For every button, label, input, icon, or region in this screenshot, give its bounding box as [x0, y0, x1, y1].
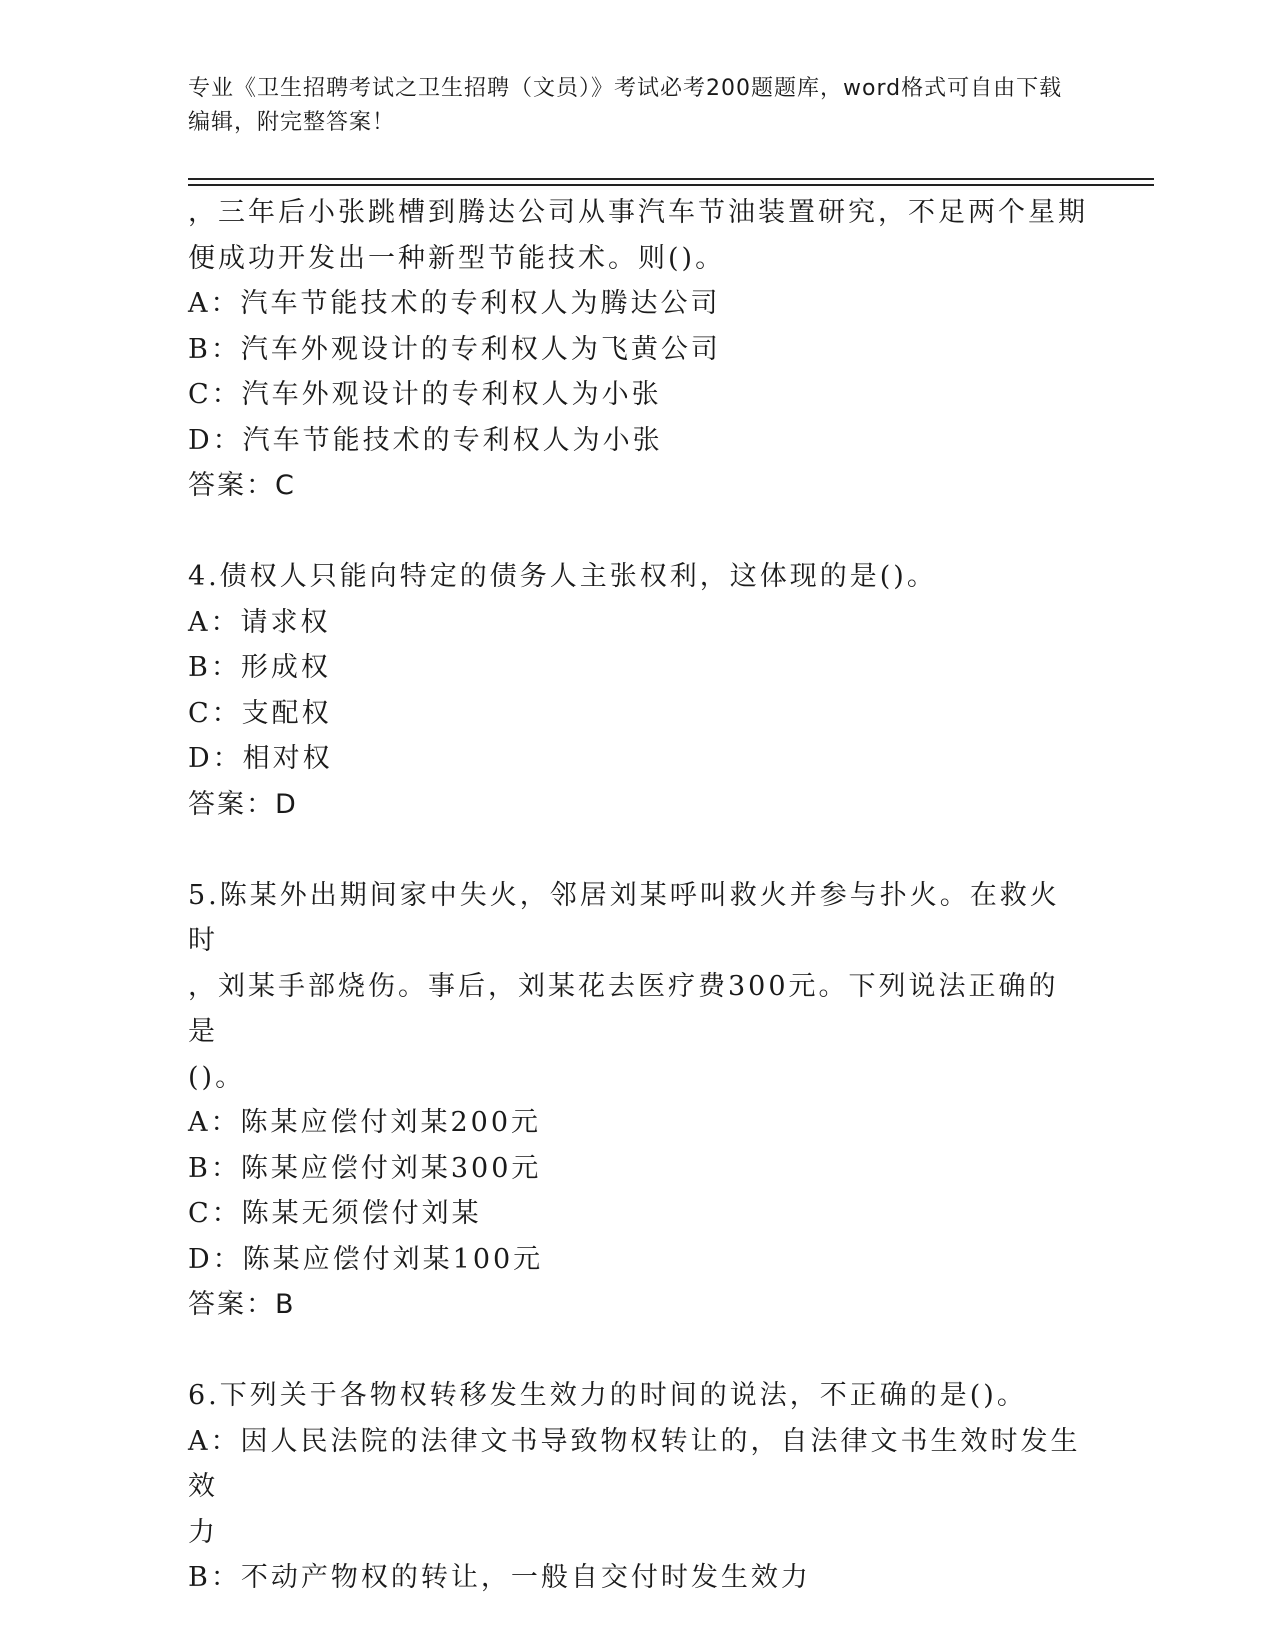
option-c: C：陈某无须偿付刘某 — [188, 1198, 482, 1229]
answer: 答案：C — [188, 470, 296, 501]
header-rule-bottom — [188, 184, 1154, 186]
header-rule-top — [188, 178, 1154, 180]
option-b: B：不动产物权的转让，一般自交付时发生效力 — [188, 1562, 811, 1593]
option-d: D：汽车节能技术的专利权人为小张 — [188, 424, 663, 456]
option-c: C：汽车外观设计的专利权人为小张 — [188, 379, 662, 410]
answer: 答案：D — [188, 788, 298, 820]
option-d: D：陈某应偿付刘某100元 — [188, 1243, 544, 1275]
option-a: A：因人民法院的法律文书导致物权转让的，自法律文书生效时发生效 — [188, 1425, 1081, 1502]
option-b: B：汽车外观设计的专利权人为飞黄公司 — [188, 333, 721, 365]
question-6 — [188, 1373, 1088, 1601]
option-c: C：支配权 — [188, 697, 332, 729]
option-d: D：相对权 — [188, 743, 333, 774]
option-a-continued: 力 — [188, 1516, 218, 1548]
question-text: 便成功开发出一种新型节能技术。则()。 — [188, 242, 726, 274]
question-text: 5.陈某外出期间家中失火，邻居刘某呼叫救火并参与扑火。在救火时 — [188, 879, 1060, 956]
spacer — [188, 827, 1088, 873]
question-3-continuation — [188, 190, 1088, 509]
document-header: 专业《卫生招聘考试之卫生招聘（文员）》考试必考200题题库，word格式可自由下载编辑，附完整答案！ — [188, 76, 1063, 135]
question-text: ，三年后小张跳槽到腾达公司从事汽车节油装置研究，不足两个星期 — [188, 197, 1088, 228]
option-a: A：陈某应偿付刘某200元 — [188, 1107, 542, 1138]
question-text: ，刘某手部烧伤。事后，刘某花去医疗费300元。下列说法正确的是 — [188, 970, 1059, 1047]
question-4 — [188, 554, 1088, 827]
question-text: 6.下列关于各物权转移发生效力的时间的说法，不正确的是()。 — [188, 1380, 1027, 1411]
option-a: A：汽车节能技术的专利权人为腾达公司 — [188, 288, 721, 319]
option-b: B：形成权 — [188, 652, 331, 683]
spacer — [188, 1328, 1088, 1374]
question-text: ()。 — [188, 1061, 246, 1093]
question-text: 4.债权人只能向特定的债务人主张权利，这体现的是()。 — [188, 561, 937, 592]
document-body — [188, 190, 1088, 1601]
question-5 — [188, 873, 1088, 1328]
option-b: B：陈某应偿付刘某300元 — [188, 1152, 542, 1184]
answer: 答案：B — [188, 1289, 296, 1320]
option-a: A：请求权 — [188, 606, 331, 638]
spacer — [188, 509, 1088, 555]
